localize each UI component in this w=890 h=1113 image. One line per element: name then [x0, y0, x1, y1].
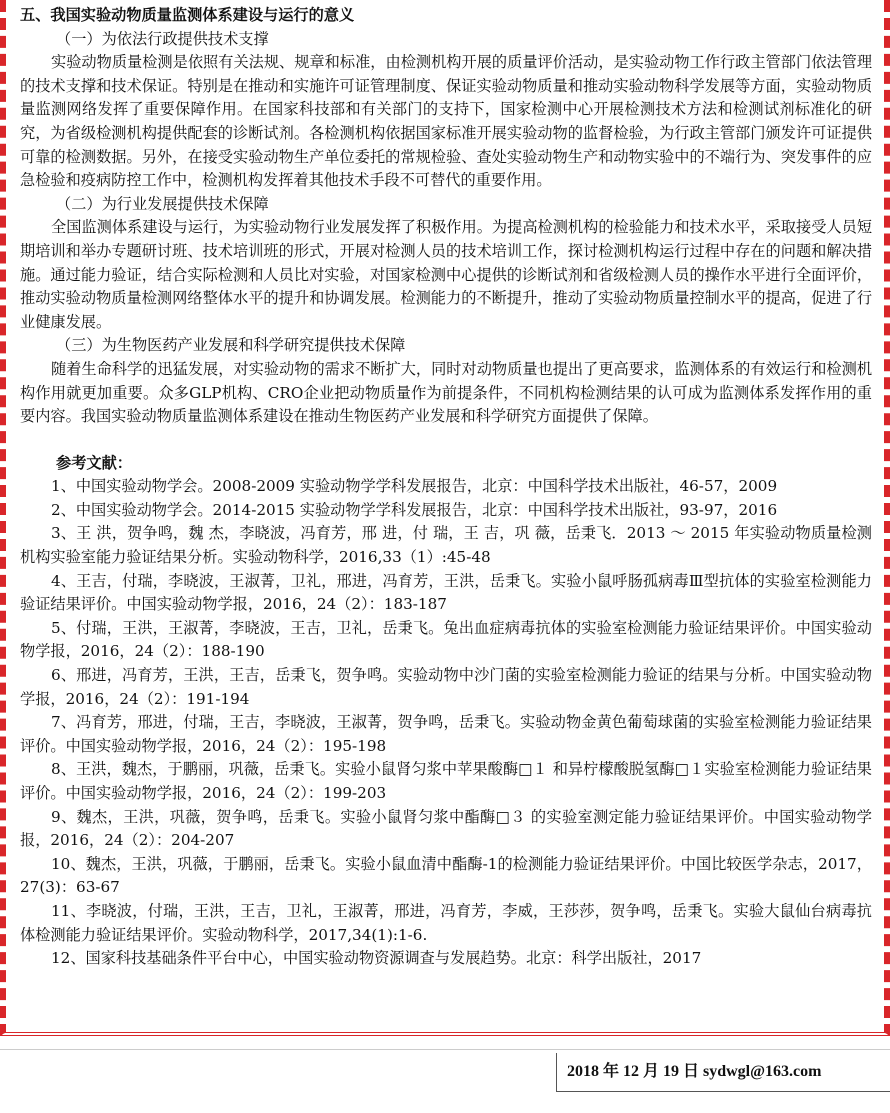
reference-item: 9、魏杰，王洪，巩薇，贺争鸣，岳秉飞。实验小鼠肾匀浆中酯酶□３ 的实验室测定能力验证结果评价。中国实验动物学报，2016，24（2）：204-207 [20, 807, 872, 850]
section-title: 五、我国实验动物质量监测体系建设与运行的意义 [20, 6, 355, 24]
reference-item: 11、李晓波，付瑞，王洪，王吉，卫礼，王淑菁，邢进，冯育芳，李威，王莎莎，贺争鸣，岳秉飞。实验大鼠仙台病毒抗体检测能力验证结果评价。实验动物科学，2017,34(1):1-6. [20, 901, 872, 944]
reference-item: 7、冯育芳，邢进，付瑞，王吉，李晓波，王淑菁，贺争鸣，岳秉飞。实验动物金黄色葡萄球菌的实验室检测能力验证结果评价。中国实验动物学报，2016，24（2）：195-198 [20, 713, 872, 755]
subsection-heading-3: （三）为生物医药产业发展和科学研究提供技术保障 [56, 336, 406, 355]
spacer [20, 429, 872, 452]
reference-item: 12、国家科技基础条件平台中心，中国实验动物资源调查与发展趋势。北京：科学出版社，2017 [51, 949, 702, 968]
article-body [20, 4, 872, 971]
reference-item: 3、王 洪，贺争鸣，魏 杰，李晓波，冯育芳，邢 进，付 瑞，王 吉，巩 薇，岳秉飞．2013 ～ 2015 年实验动物质量检测机构实验室能力验证结果分析。实验动物科学，2016,33（1）:45-48 [20, 524, 872, 567]
footer-date-email: 2018 年 12 月 19 日 sydwgl@163.com [556, 1053, 890, 1092]
reference-item: 8、王洪，魏杰，于鹏丽，巩薇，岳秉飞。实验小鼠肾匀浆中苹果酸酶□１ 和异柠檬酸脱氢酶□１实验室检测能力验证结果评价。中国实验动物学报，2016，24（2）：199-203 [20, 760, 872, 802]
reference-item: 10、魏杰，王洪，巩薇，于鹏丽，岳秉飞。实验小鼠血清中酯酶-1的检测能力验证结果评价。中国比较医学杂志，2017，27(3)：63-67 [20, 854, 872, 897]
reference-item: 2、中国实验动物学会。2014-2015 实验动物学学科发展报告，北京：中国科学技术出版社，93-97，2016 [51, 500, 778, 519]
reference-item: 5、付瑞，王洪，王淑菁，李晓波，王吉，卫礼，岳秉飞。兔出血症病毒抗体的实验室检测能力验证结果评价。中国实验动物学报，2016，24（2）：188-190 [20, 618, 872, 661]
subsection-heading-1: （一）为依法行政提供技术支撑 [56, 29, 269, 48]
footer-divider [0, 1049, 890, 1050]
reference-item: 4、王吉，付瑞，李晓波，王淑菁，卫礼，邢进，冯育芳，王洪，岳秉飞。实验小鼠呼肠孤病毒Ⅲ型抗体的实验室检测能力验证结果评价。中国实验动物学报，2016，24（2）：183-187 [20, 571, 872, 614]
subsection-body-2: 全国监测体系建设与运行，为实验动物行业发展发挥了积极作用。为提高检测机构的检验能力和技术水平，采取接受人员短期培训和举办专题研讨班、技术培训班的形式，开展对检测人员的技术培训工作，探讨检测机构运行过程中存在的问题和解决措施。通过能力验证，结合实际检测和人员比对实验，对国家检测中心提供的诊断试剂和省级检测人员的操作水平进行全面评价，推动实验动物质量检测网络整体水平的提升和协调发展。检测能力的不断提升，推动了实验动物质量控制水平的提高，促进了行业健康发展。 [20, 218, 872, 331]
subsection-body-1: 实验动物质量检测是依照有关法规、规章和标准，由检测机构开展的质量评价活动，是实验动物工作行政主管部门依法管理的技术支撑和技术保证。特别是在推动和实施许可证管理制度、保证实验动物质量和推动实验动物科学发展等方面，实验动物质量监测网络发挥了重要保障作用。在国家科技部和有关部门的支持下，国家检测中心开展检测技术方法和检测试剂标准化的研究，为省级检测机构提供配套的诊断试剂。各检测机构依据国家标准开展实验动物的监督检验，为行政主管部门颁发许可证提供可靠的检测数据。另外，在接受实验动物生产单位委托的常规检验、查处实验动物生产和动物实验中的不端行为、突发事件的应急检验和疫病防控工作中，检测机构发挥着其他技术手段不可替代的重要作用。 [20, 53, 872, 190]
reference-item: 6、邢进，冯育芳，王洪，王吉，岳秉飞，贺争鸣。实验动物中沙门菌的实验室检测能力验证的结果与分析。中国实验动物学报，2016，24（2）：191-194 [20, 666, 872, 708]
subsection-heading-2: （二）为行业发展提供技术保障 [56, 194, 269, 213]
subsection-body-3: 随着生命科学的迅猛发展，对实验动物的需求不断扩大，同时对动物质量也提出了更高要求，监测体系的有效运行和检测机构作用就更加重要。众多GLP机构、CRO企业把动物质量作为前提条件，不同机构检测结果的认可成为监测体系发挥作用的重要内容。我国实验动物质量监测体系建设在推动生物医药产业发展和科学研究方面提供了保障。 [20, 359, 872, 426]
reference-item: 1、中国实验动物学会。2008-2009 实验动物学学科发展报告，北京：中国科学技术出版社，46-57，2009 [51, 477, 778, 496]
references-heading: 参考文献： [56, 453, 132, 472]
